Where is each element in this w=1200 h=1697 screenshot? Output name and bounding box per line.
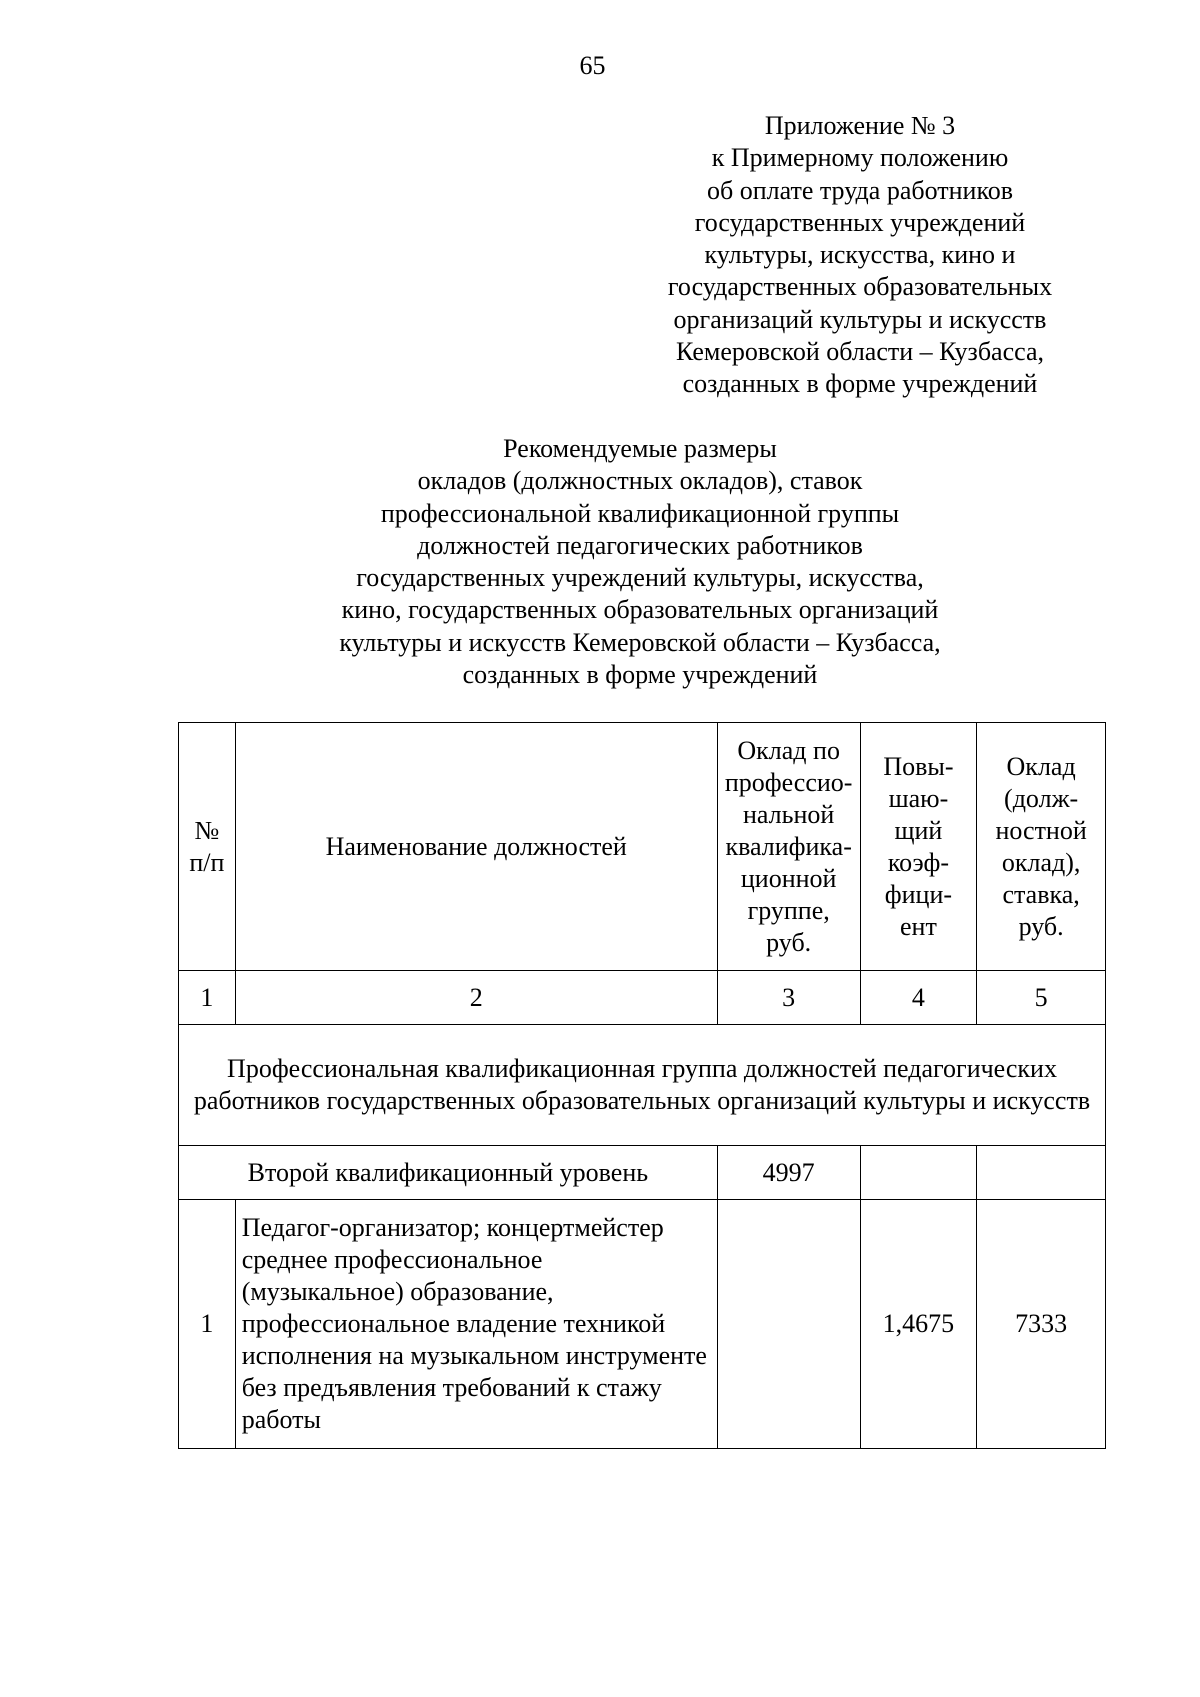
header-line: ставка, xyxy=(1002,879,1080,909)
header-line: п/п xyxy=(189,847,225,877)
header-line: шаю- xyxy=(888,783,949,813)
header-line: Оклад по xyxy=(737,735,840,765)
row-coefficient: 1,4675 xyxy=(860,1200,977,1449)
header-line: (долж- xyxy=(1004,783,1079,813)
appendix-line: государственных учреждений xyxy=(694,207,1026,237)
table-header-row xyxy=(179,723,1106,971)
header-line: группе, xyxy=(747,895,830,925)
header-line: ностной xyxy=(995,815,1087,845)
empty-cell xyxy=(860,1146,977,1200)
header-line: № xyxy=(194,815,220,845)
appendix-line: к Примерному положению xyxy=(711,143,1009,173)
row-rate: 7333 xyxy=(977,1200,1106,1449)
title-line: профессиональной квалификационной группы xyxy=(380,498,900,528)
header-line: руб. xyxy=(766,927,812,957)
header-line: квалифика- xyxy=(725,831,852,861)
row-base-salary xyxy=(717,1200,860,1449)
header-line: ционной xyxy=(740,863,837,893)
header-line: нальной xyxy=(743,799,835,829)
appendix-line: организаций культуры и искусств xyxy=(673,304,1047,334)
qualification-level-name: Второй квалификационный уровень xyxy=(179,1146,718,1200)
appendix-line: созданных в форме учреждений xyxy=(682,369,1038,399)
column-number: 2 xyxy=(235,971,717,1025)
column-number: 1 xyxy=(179,971,236,1025)
title-line: государственных учреждений культуры, искусства, xyxy=(356,563,924,593)
appendix-line: Кемеровской области – Кузбасса, xyxy=(675,337,1045,367)
header-line: руб. xyxy=(1018,911,1064,941)
empty-cell xyxy=(977,1146,1106,1200)
column-number: 5 xyxy=(977,971,1106,1025)
title-line: окладов (должностных окладов), ставок xyxy=(417,466,863,496)
header-position-name: Наименование должностей xyxy=(235,723,717,971)
group-title-row xyxy=(179,1025,1106,1146)
title-line: должностей педагогических работников xyxy=(417,530,863,560)
appendix-line: культуры, искусства, кино и xyxy=(704,240,1016,270)
row-position: Педагог-организатор; концертмейстер среднее профессиональное (музыкальное) образование, профессиональное владение техникой исполнения на музыкальном инструменте без предъявления требований к стажу работы xyxy=(235,1200,717,1449)
header-line: профессио- xyxy=(724,767,853,797)
page-number: 65 xyxy=(579,51,606,80)
qualification-level-row xyxy=(179,1146,1106,1200)
header-rate xyxy=(977,723,1106,971)
header-line: коэф- xyxy=(887,847,949,877)
column-number: 3 xyxy=(717,971,860,1025)
appendix-line: государственных образовательных xyxy=(667,272,1053,302)
header-base-salary xyxy=(717,723,860,971)
salary-table xyxy=(178,722,1106,1449)
title-line: созданных в форме учреждений xyxy=(462,660,818,690)
title-line: кино, государственных образовательных организаций xyxy=(341,595,939,625)
appendix-heading xyxy=(640,110,1080,401)
appendix-line: Приложение № 3 xyxy=(764,111,956,140)
title-line: Рекомендуемые размеры xyxy=(503,434,777,463)
appendix-line: об оплате труда работников xyxy=(706,175,1014,205)
group-title: Профессиональная квалификационная группа должностей педагогических работников государственных образовательных организаций культуры и искусств xyxy=(179,1025,1106,1146)
header-line: ент xyxy=(900,911,937,941)
row-number: 1 xyxy=(179,1200,236,1449)
header-line: Повы- xyxy=(883,751,954,781)
column-number: 4 xyxy=(860,971,977,1025)
header-line: фици- xyxy=(884,879,953,909)
header-line: Оклад xyxy=(1006,751,1076,781)
header-coefficient xyxy=(860,723,977,971)
qualification-level-salary: 4997 xyxy=(717,1146,860,1200)
header-line: оклад), xyxy=(1001,847,1081,877)
header-line: щий xyxy=(894,815,943,845)
title-line: культуры и искусств Кемеровской области – Кузбасса, xyxy=(339,627,941,657)
header-number xyxy=(179,723,236,971)
table-row xyxy=(179,1200,1106,1449)
column-numbers-row xyxy=(179,971,1106,1025)
document-title xyxy=(230,433,1050,691)
